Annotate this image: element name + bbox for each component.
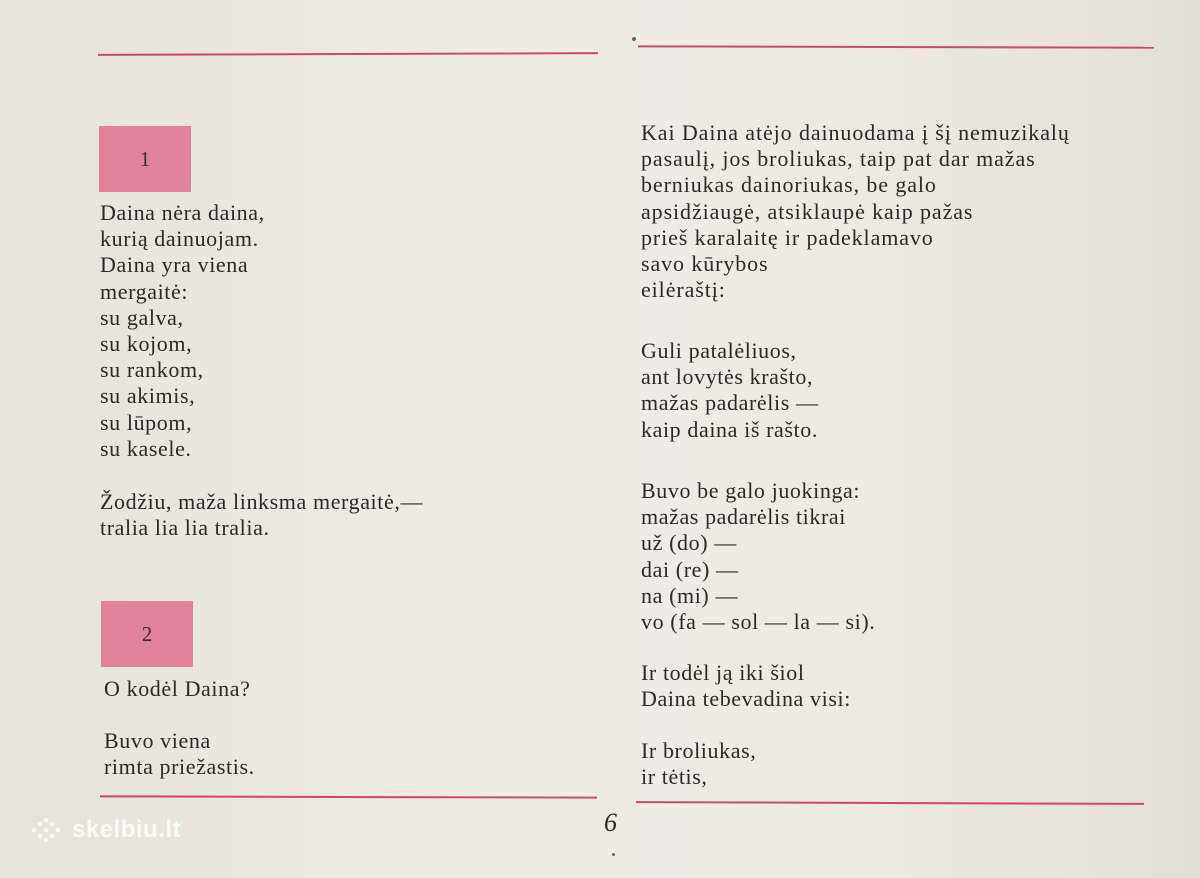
section-number-1: 1: [99, 126, 191, 192]
section-2-verse: Buvo viena rimta priežastis.: [104, 728, 255, 780]
section-2-question: O kodėl Daina?: [104, 676, 251, 701]
right-stanza-4: Ir broliukas, ir tėtis,: [641, 738, 757, 790]
right-stanza-3: Ir todėl ją iki šiol Daina tebevadina visi:: [641, 660, 851, 712]
paper-speck: [632, 37, 636, 41]
section-1-closing: Žodžiu, maža linksma mergaitė,— tralia lia lia tralia.: [100, 489, 424, 541]
page-number: 6: [604, 808, 617, 837]
watermark: [30, 816, 181, 844]
section-1-verse: Daina nėra daina, kurią dainuojam. Daina yra viena mergaitė: su galva, su kojom, su rankom, su akimis, su lūpom, su kasele.: [100, 200, 265, 461]
top-rule-right: [638, 45, 1154, 48]
dots-logo-icon: [30, 816, 64, 844]
section-number-2: 2: [101, 601, 193, 667]
watermark-text: skelbiu.lt: [72, 816, 182, 843]
top-rule-left: [98, 52, 598, 56]
paper-speck: [612, 853, 615, 856]
bottom-rule-left: [100, 795, 597, 798]
right-stanza-1: Guli patalėliuos, ant lovytės krašto, mažas padarėlis — kaip daina iš rašto.: [641, 338, 819, 442]
right-stanza-2: Buvo be galo juokinga: mažas padarėlis tikrai už (do) — dai (re) — na (mi) — vo (fa — sol — la — si).: [641, 478, 876, 635]
bottom-rule-right: [636, 801, 1144, 805]
right-paragraph-intro: Kai Daina atėjo dainuodama į šį nemuzikalų pasaulį, jos broliukas, taip pat dar mažas berniukas dainoriukas, be galo apsidžiaugė, atsiklaupė kaip pažas prieš karalaitę ir padeklamavo savo kūrybos eilėraštį:: [641, 120, 1070, 303]
